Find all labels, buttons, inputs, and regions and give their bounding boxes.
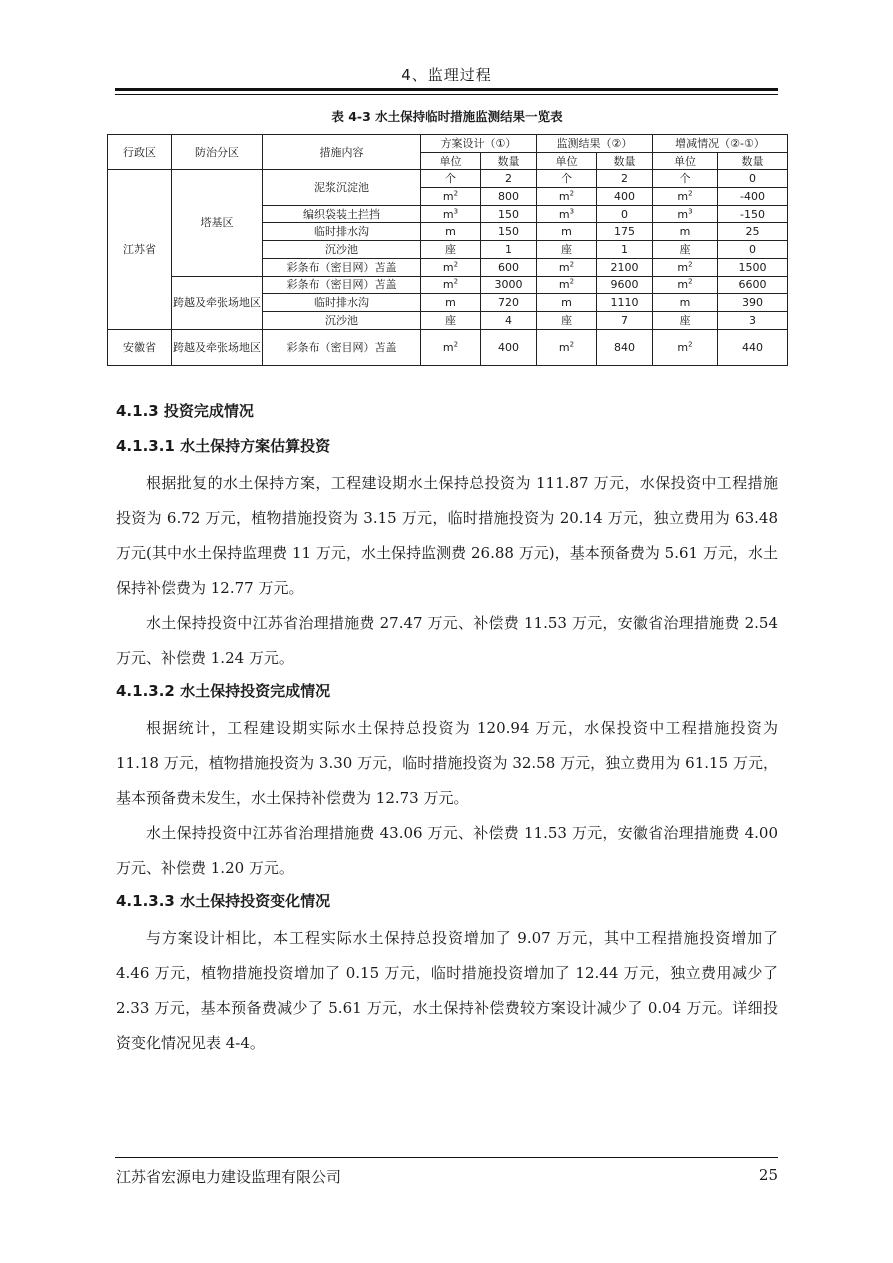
unit-cell: $m^2$ xyxy=(653,329,718,365)
footer-rule xyxy=(115,1157,778,1158)
qty-cell: 400 xyxy=(597,188,653,206)
table-row xyxy=(108,329,788,365)
unit-cell: 座 xyxy=(537,241,597,259)
qty-cell: 1 xyxy=(597,241,653,259)
qty-cell: 800 xyxy=(481,188,537,206)
qty-cell: 175 xyxy=(597,223,653,241)
header-monitor: 监测结果（②） xyxy=(537,135,653,153)
page-header-title: 4、监理过程 xyxy=(401,66,492,84)
unit-cell: $m^3$ xyxy=(421,205,481,223)
monitoring-table xyxy=(107,134,788,366)
region-cell: 江苏省 xyxy=(108,170,172,329)
paragraph: 与方案设计相比，本工程实际水土保持总投资增加了 9.07 万元，其中工程措施投资增加了 4.46 万元，植物措施投资增加了 0.15 万元，临时措施投资增加了 12.44 万元，独立费用减少了 2.33 万元，基本预备费减少了 5.61 万元，水土保持补偿费较方案设计减少了 0.04 万元。详细投资变化情况见表 4-4。 xyxy=(116,929,778,1052)
unit-cell: 座 xyxy=(421,241,481,259)
measure-cell: 彩条布（密目网）苫盖 xyxy=(263,329,421,365)
subheader-qty: 数量 xyxy=(718,152,788,170)
qty-cell: 1 xyxy=(481,241,537,259)
unit-exponent: 2 xyxy=(453,277,459,286)
unit-cell: $m^2$ xyxy=(421,258,481,276)
subheader-qty: 数量 xyxy=(481,152,537,170)
unit-cell: 座 xyxy=(653,311,718,329)
section-heading-4-1-3-2: 4.1.3.2 水土保持投资完成情况 xyxy=(116,682,331,700)
unit-cell: m xyxy=(421,294,481,312)
measure-cell: 彩条布（密目网）苫盖 xyxy=(263,258,421,276)
section-heading-4-1-3-3: 4.1.3.3 水土保持投资变化情况 xyxy=(116,892,331,910)
section-heading-4-1-3: 4.1.3 投资完成情况 xyxy=(116,402,254,420)
qty-cell: 0 xyxy=(597,205,653,223)
header-plan: 方案设计（①） xyxy=(421,135,537,153)
unit-cell: $m^2$ xyxy=(421,276,481,294)
unit-exponent: 2 xyxy=(688,339,693,348)
unit-exponent: 2 xyxy=(688,189,693,198)
qty-cell: 390 xyxy=(718,294,788,312)
table-row xyxy=(108,170,788,188)
unit-cell: $m^2$ xyxy=(421,329,481,365)
subheader-unit: 单位 xyxy=(653,152,718,170)
qty-cell: 0 xyxy=(718,170,788,188)
unit-cell: $m^2$ xyxy=(537,329,597,365)
unit-exponent: 2 xyxy=(453,339,459,348)
unit-cell: 座 xyxy=(421,311,481,329)
qty-cell: 840 xyxy=(597,329,653,365)
qty-cell: 440 xyxy=(718,329,788,365)
subheader-unit: 单位 xyxy=(421,152,481,170)
zone-cell: 跨越及牵张场地区 xyxy=(172,329,263,365)
unit-exponent: 3 xyxy=(569,206,575,215)
body-text xyxy=(116,396,778,1061)
measure-cell: 泥浆沉淀池 xyxy=(263,170,421,205)
paragraph: 水土保持投资中江苏省治理措施费 27.47 万元、补偿费 11.53 万元，安徽省治理措施费 2.54 万元、补偿费 1.24 万元。 xyxy=(116,614,778,667)
measure-cell: 彩条布（密目网）苫盖 xyxy=(263,276,421,294)
page-number: 25 xyxy=(758,1166,778,1184)
qty-cell: 25 xyxy=(718,223,788,241)
unit-cell: $m^2$ xyxy=(537,188,597,206)
qty-cell: 400 xyxy=(481,329,537,365)
unit-exponent: 2 xyxy=(688,260,693,268)
qty-cell: 0 xyxy=(718,241,788,259)
qty-cell: 600 xyxy=(481,258,537,276)
unit-cell: $m^2$ xyxy=(653,188,718,206)
zone-cell: 塔基区 xyxy=(172,170,263,276)
unit-cell: m xyxy=(537,294,597,312)
unit-cell: $m^2$ xyxy=(653,258,718,276)
qty-cell: 9600 xyxy=(597,276,653,294)
table-header-row xyxy=(108,135,788,153)
unit-exponent: 3 xyxy=(688,206,693,215)
unit-cell: $m^2$ xyxy=(537,276,597,294)
measure-cell: 编织袋装土拦挡 xyxy=(263,205,421,223)
unit-cell: 个 xyxy=(537,170,597,188)
footer-company: 江苏省宏源电力建设监理有限公司 xyxy=(116,1168,342,1186)
qty-cell: 3 xyxy=(718,311,788,329)
qty-cell: 2100 xyxy=(597,258,653,276)
paragraph: 根据统计，工程建设期实际水土保持总投资为 120.94 万元，水保投资中工程措施投资为 11.18 万元，植物措施投资为 3.30 万元，临时措施投资为 32.58 万元，独立费用为 61.15 万元，基本预备费未发生，水土保持补偿费为 12.73 万元。 xyxy=(116,719,778,807)
unit-exponent: 2 xyxy=(453,189,459,198)
paragraph: 水土保持投资中江苏省治理措施费 43.06 万元、补偿费 11.53 万元，安徽省治理措施费 4.00 万元、补偿费 1.20 万元。 xyxy=(116,824,778,877)
subheader-qty: 数量 xyxy=(597,152,653,170)
unit-exponent: 2 xyxy=(569,339,575,348)
qty-cell: -400 xyxy=(718,188,788,206)
unit-cell: m xyxy=(653,294,718,312)
unit-cell: 个 xyxy=(653,170,718,188)
region-cell: 安徽省 xyxy=(108,329,172,365)
qty-cell: 2 xyxy=(481,170,537,188)
qty-cell: -150 xyxy=(718,205,788,223)
qty-cell: 150 xyxy=(481,205,537,223)
qty-cell: 150 xyxy=(481,223,537,241)
qty-cell: 7 xyxy=(597,311,653,329)
table-caption: 表 4-3 水土保持临时措施监测结果一览表 xyxy=(331,109,563,124)
unit-cell: $m^3$ xyxy=(653,205,718,223)
unit-cell: 个 xyxy=(421,170,481,188)
unit-cell: m xyxy=(421,223,481,241)
unit-exponent: 2 xyxy=(569,277,575,286)
unit-cell: 座 xyxy=(653,241,718,259)
header-rule-thick xyxy=(115,88,778,91)
qty-cell: 720 xyxy=(481,294,537,312)
zone-cell: 跨越及牵张场地区 xyxy=(172,276,263,329)
unit-cell: $m^2$ xyxy=(653,276,718,294)
subheader-unit: 单位 xyxy=(537,152,597,170)
header-measure: 措施内容 xyxy=(263,135,421,170)
header-rule-thin xyxy=(115,94,778,95)
measure-cell: 临时排水沟 xyxy=(263,294,421,312)
qty-cell: 6600 xyxy=(718,276,788,294)
unit-exponent: 2 xyxy=(453,260,459,268)
unit-cell: $m^3$ xyxy=(537,205,597,223)
unit-exponent: 2 xyxy=(688,277,693,286)
header-change: 增减情况（②-①） xyxy=(653,135,788,153)
qty-cell: 1110 xyxy=(597,294,653,312)
header-zone: 防治分区 xyxy=(172,135,263,170)
qty-cell: 2 xyxy=(597,170,653,188)
unit-cell: m xyxy=(537,223,597,241)
unit-cell: 座 xyxy=(537,311,597,329)
qty-cell: 3000 xyxy=(481,276,537,294)
measure-cell: 临时排水沟 xyxy=(263,223,421,241)
header-region: 行政区 xyxy=(108,135,172,170)
paragraph: 根据批复的水土保持方案，工程建设期水土保持总投资为 111.87 万元，水保投资中工程措施投资为 6.72 万元，植物措施投资为 3.15 万元，临时措施投资为 20.14 万元，独立费用为 63.48 万元(其中水土保持监理费 11 万元，水土保持监测费 26.88 万元)，基本预备费为 5.61 万元，水土保持补偿费为 12.77 万元。 xyxy=(116,474,778,597)
measure-cell: 沉沙池 xyxy=(263,311,421,329)
unit-exponent: 2 xyxy=(569,260,575,268)
measure-cell: 沉沙池 xyxy=(263,241,421,259)
unit-exponent: 2 xyxy=(569,189,575,198)
unit-cell: $m^2$ xyxy=(537,258,597,276)
qty-cell: 4 xyxy=(481,311,537,329)
unit-cell: m xyxy=(653,223,718,241)
unit-cell: $m^2$ xyxy=(421,188,481,206)
section-heading-4-1-3-1: 4.1.3.1 水土保持方案估算投资 xyxy=(116,437,331,455)
table-row xyxy=(108,276,788,294)
unit-exponent: 3 xyxy=(453,206,459,215)
qty-cell: 1500 xyxy=(718,258,788,276)
